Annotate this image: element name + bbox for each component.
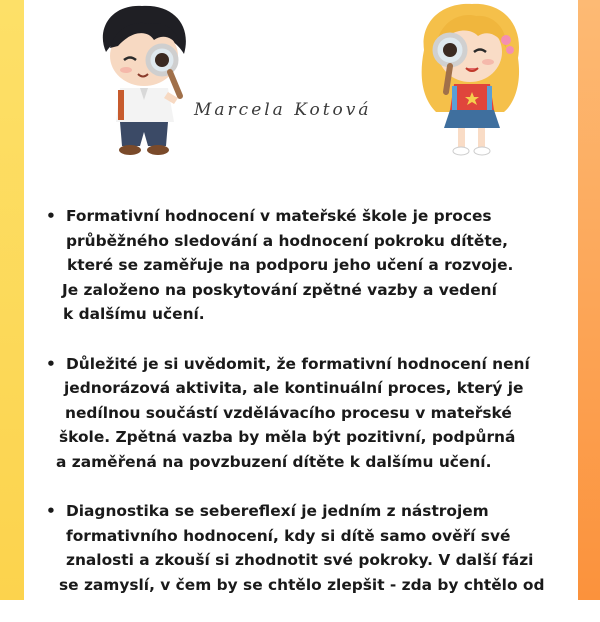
text-line: jednorázová aktivita, ale kontinuální proces, který je [64,379,524,397]
text-line: škole. Zpětná vazba by měla být pozitivní, podpůrná [59,428,516,446]
bullet-icon: • [46,502,56,520]
text-line: formativního hodnocení, kdy si dítě samo ověří své [66,526,511,545]
list-item [46,499,566,597]
list-item [46,204,566,327]
right-orange-band [578,0,600,600]
bullet-icon: • [46,354,56,373]
list-item [46,352,566,475]
text-line: se zamyslí, v čem by se chtělo zlepšit - zda by chtělo od [59,575,545,594]
bullet-icon: • [46,207,56,225]
boy-with-magnifier-illustration [88,0,198,160]
text-line: znalosti a zkouší si zhodnotit své pokroky. V další fázi [66,551,534,569]
text-line: Je založeno na poskytování zpětné vazby a vedení [62,280,497,299]
text-line: Formativní hodnocení v mateřské škole je proces [66,207,492,225]
text-line: které se zaměřuje na podporu jeho učení a rozvoje. [67,256,514,274]
text-line: nedílnou součástí vzdělávacího procesu v mateřské [65,403,512,422]
text-line: průběžného sledování a hodnocení pokroku dítěte, [66,231,508,250]
text-line: a zaměřená na povzbuzení dítěte k dalšímu učení. [56,452,492,471]
left-yellow-band [0,0,24,600]
author-signature: Marcela Kotová [194,100,372,120]
bullet-list [46,204,566,622]
text-line: Důležité je si uvědomit, že formativní hodnocení není [66,354,530,373]
text-line: Diagnostika se sebereflexí je jedním z nástrojem [66,502,489,520]
text-line: k dalšímu učení. [63,305,205,323]
girl-with-magnifier-illustration [410,0,530,160]
